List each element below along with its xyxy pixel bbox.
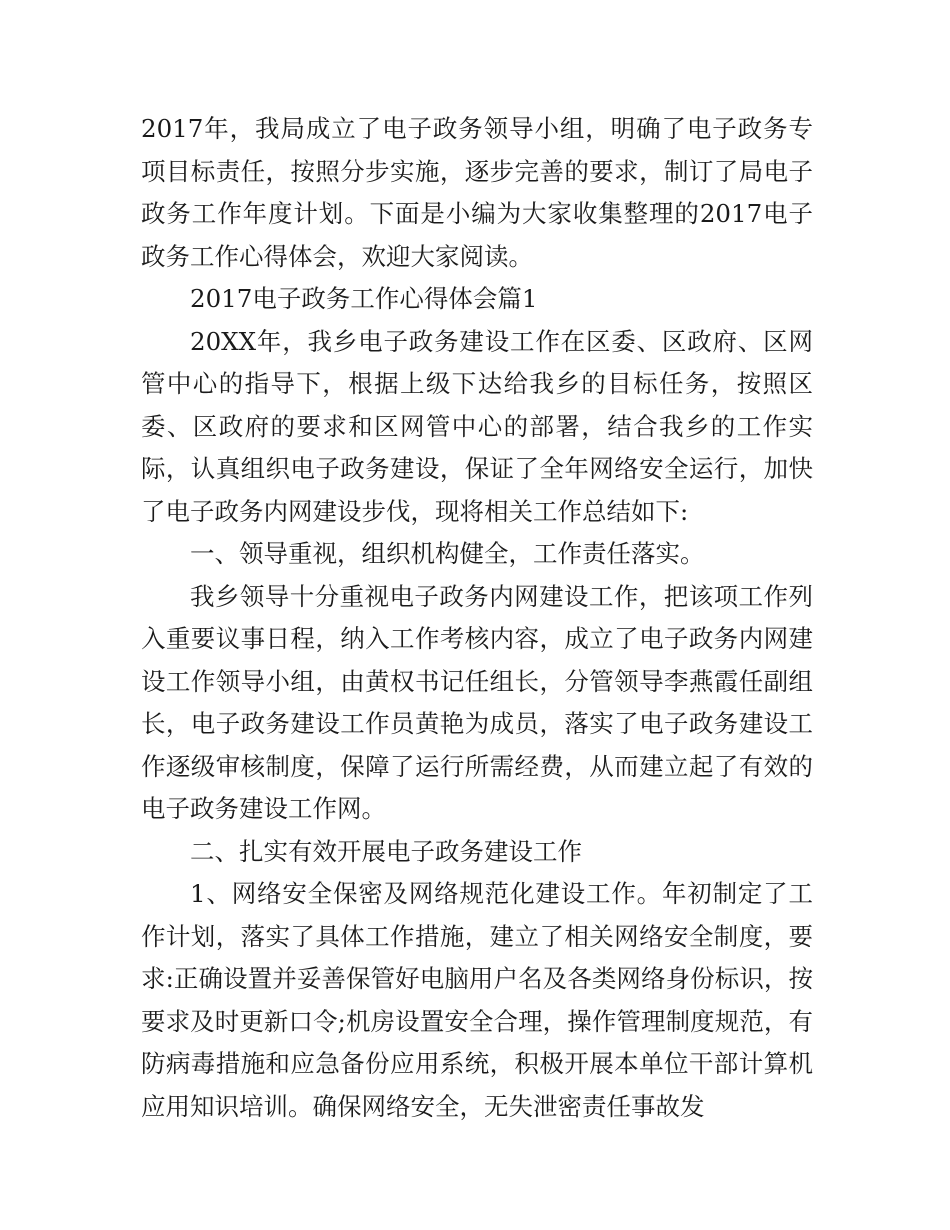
leadership-paragraph: 我乡领导十分重视电子政务内网建设工作，把该项工作列入重要议事日程，纳入工作考核内容，成立了电子政务内网建设工作领导小组，由黄权书记任组长，分管领导李燕霞任副组长，电子政务建设工作员黄艳为成员，落实了电子政务建设工作逐级审核制度，保障了运行所需经费，从而建立起了有效的电子政务建设工作网。 [141, 581, 813, 823]
network-security-paragraph: 1、网络安全保密及网络规范化建设工作。年初制定了工作计划，落实了具体工作措施，建立了相关网络安全制度，要求:正确设置并妥善保管好电脑用户名及各类网络身份标识，按要求及时更新口令;机房设置安全合理，操作管理制度规范，有防病毒措施和应急备份应用系统，积极开展本单位干部计算机应用知识培训。确保网络安全，无失泄密责任事故发 [141, 879, 813, 1121]
intro-paragraph: 2017年，我局成立了电子政务领导小组，明确了电子政务专项目标责任，按照分步实施，逐步完善的要求，制订了局电子政务工作年度计划。下面是小编为大家收集整理的2017电子政务工作心得体会，欢迎大家阅读。 [141, 114, 813, 271]
section-heading-2: 二、扎实有效开展电子政务建设工作 [190, 836, 582, 866]
document-body [141, 108, 813, 1128]
summary-paragraph: 20XX年，我乡电子政务建设工作在区委、区政府、区网管中心的指导下，根据上级下达给我乡的目标任务，按照区委、区政府的要求和区网管中心的部署，结合我乡的工作实际，认真组织电子政务建设，保证了全年网络安全运行，加快了电子政务内网建设步伐，现将相关工作总结如下: [141, 326, 813, 526]
section-heading-1: 一、领导重视，组织机构健全，工作责任落实。 [190, 539, 705, 568]
article-heading: 2017电子政务工作心得体会篇1 [190, 284, 538, 313]
